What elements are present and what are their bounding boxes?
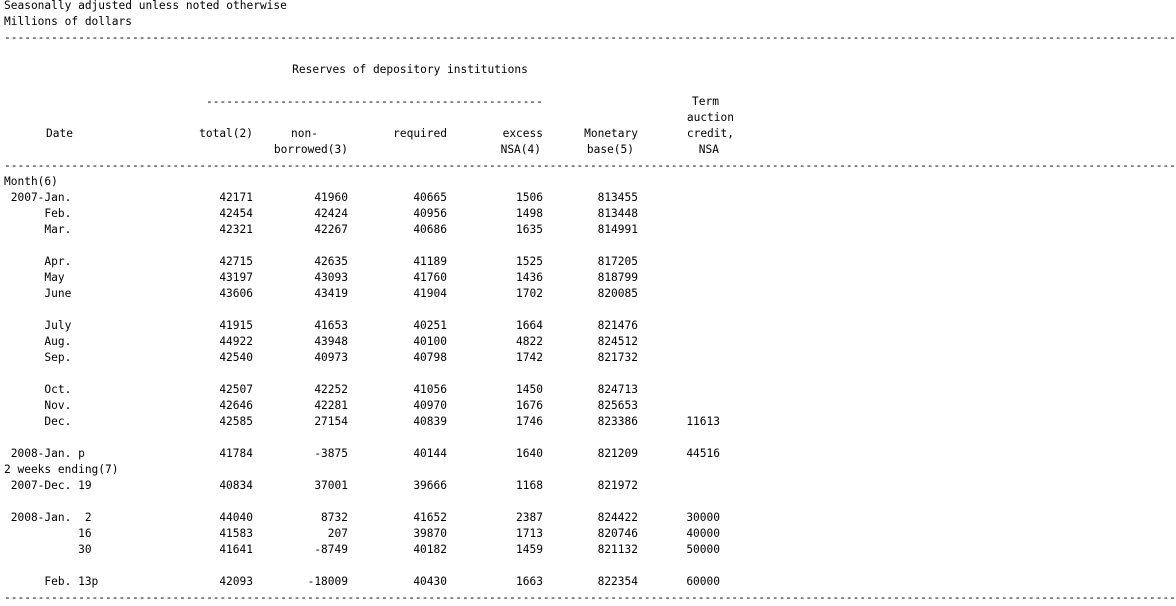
cell-date: 16 (4, 527, 92, 540)
col-excess-1: excess (502, 127, 543, 140)
cell-term (640, 398, 720, 414)
col-date: Date (46, 127, 73, 140)
cell-required: 41904 (413, 287, 447, 300)
cell-nonborrowed: -3875 (314, 447, 348, 460)
cell-date: Mar. (4, 223, 72, 236)
cell-base: 824512 (597, 335, 638, 348)
cell-total: 42585 (219, 415, 253, 428)
cell-base: 825653 (597, 399, 638, 412)
cell-nonborrowed: 42424 (314, 207, 348, 220)
cell-nonborrowed: 42635 (314, 255, 348, 268)
cell-term (640, 350, 720, 366)
cell-date: June (4, 287, 72, 300)
cell-term (640, 318, 720, 334)
cell-required: 39870 (413, 527, 447, 540)
cell-required: 40251 (413, 319, 447, 332)
cell-total: 42093 (219, 575, 253, 588)
cell-term (640, 254, 720, 270)
cell-nonborrowed: 207 (327, 527, 348, 540)
cell-excess: 1498 (516, 207, 543, 220)
cell-total: 42540 (219, 351, 253, 364)
cell-nonborrowed: -18009 (307, 575, 348, 588)
cell-excess: 1525 (516, 255, 543, 268)
cell-total: 43197 (219, 271, 253, 284)
cell-total: 42715 (219, 255, 253, 268)
cell-total: 44040 (219, 511, 253, 524)
cell-date: Nov. (4, 399, 72, 412)
cell-required: 40956 (413, 207, 447, 220)
section-month: Month(6) (4, 175, 58, 188)
cell-base: 821972 (597, 479, 638, 492)
cell-term: 50000 (686, 543, 720, 556)
cell-nonborrowed: 40973 (314, 351, 348, 364)
cell-nonborrowed: 43419 (314, 287, 348, 300)
col-nonborrowed-1: non- (291, 127, 318, 140)
cell-required: 40686 (413, 223, 447, 236)
col-excess-2: NSA(4) (500, 143, 541, 156)
cell-date: Apr. (4, 255, 72, 268)
cell-total: 42454 (219, 207, 253, 220)
cell-date: Sep. (4, 351, 72, 364)
cell-term (640, 270, 720, 286)
cell-excess: 2387 (516, 511, 543, 524)
cell-base: 821732 (597, 351, 638, 364)
cell-date: 2007-Dec. 19 (4, 479, 92, 492)
cell-nonborrowed: 8732 (321, 511, 348, 524)
header-rule: ------------------------------------------------------------------------------------------------------------------------------------------------------------------------------ (4, 159, 1176, 172)
cell-term (640, 478, 720, 494)
top-rule: ------------------------------------------------------------------------------------------------------------------------------------------------------------------------------ (4, 31, 1176, 44)
cell-date: 2008-Jan. p (4, 447, 85, 460)
group-title: Reserves of depository institutions (292, 63, 528, 76)
cell-excess: 4822 (516, 335, 543, 348)
cell-nonborrowed: 27154 (314, 415, 348, 428)
col-nonborrowed-2: borrowed(3) (273, 143, 348, 156)
cell-nonborrowed: 43948 (314, 335, 348, 348)
col-term-2: auction (686, 111, 734, 124)
cell-base: 817205 (597, 255, 638, 268)
cell-date: Feb. (4, 207, 72, 220)
cell-term: 60000 (686, 575, 720, 588)
cell-excess: 1506 (516, 191, 543, 204)
cell-required: 40144 (413, 447, 447, 460)
cell-required: 41760 (413, 271, 447, 284)
cell-excess: 1742 (516, 351, 543, 364)
section-two-weeks: 2 weeks ending(7) (4, 463, 119, 476)
cell-base: 813448 (597, 207, 638, 220)
cell-required: 40100 (413, 335, 447, 348)
cell-total: 42507 (219, 383, 253, 396)
report-subtitle: Seasonally adjusted unless noted otherwise (4, 0, 287, 12)
cell-nonborrowed: 37001 (314, 479, 348, 492)
cell-required: 40839 (413, 415, 447, 428)
cell-base: 821132 (597, 543, 638, 556)
cell-total: 41583 (219, 527, 253, 540)
cell-total: 41915 (219, 319, 253, 332)
col-required: required (393, 127, 447, 140)
cell-date: 2007-Jan. (4, 191, 72, 204)
cell-nonborrowed: 42252 (314, 383, 348, 396)
cell-required: 41652 (413, 511, 447, 524)
cell-required: 40970 (413, 399, 447, 412)
cell-excess: 1663 (516, 575, 543, 588)
cell-base: 821476 (597, 319, 638, 332)
cell-date: Feb. 13p (4, 575, 99, 588)
cell-required: 39666 (413, 479, 447, 492)
cell-date: 2008-Jan. 2 (4, 511, 92, 524)
cell-term (640, 382, 720, 398)
cell-term (640, 222, 720, 238)
col-term-4: NSA (698, 143, 719, 156)
report-units: Millions of dollars (4, 15, 132, 28)
cell-total: 40834 (219, 479, 253, 492)
cell-excess: 1713 (516, 527, 543, 540)
cell-date: July (4, 319, 72, 332)
cell-base: 814991 (597, 223, 638, 236)
cell-total: 43606 (219, 287, 253, 300)
cell-term (640, 286, 720, 302)
cell-total: 42646 (219, 399, 253, 412)
cell-nonborrowed: 41653 (314, 319, 348, 332)
group-rule: -------------------------------------------------- (206, 95, 543, 108)
col-term-1: Term (692, 95, 719, 108)
col-term-3: credit, (686, 127, 734, 140)
cell-nonborrowed: -8749 (314, 543, 348, 556)
cell-term: 40000 (686, 527, 720, 540)
cell-required: 40182 (413, 543, 447, 556)
cell-date: Oct. (4, 383, 72, 396)
cell-excess: 1436 (516, 271, 543, 284)
cell-required: 40430 (413, 575, 447, 588)
cell-excess: 1450 (516, 383, 543, 396)
cell-term: 30000 (686, 511, 720, 524)
cell-excess: 1746 (516, 415, 543, 428)
cell-excess: 1664 (516, 319, 543, 332)
cell-nonborrowed: 41960 (314, 191, 348, 204)
cell-required: 40798 (413, 351, 447, 364)
cell-total: 42171 (219, 191, 253, 204)
cell-term (640, 334, 720, 350)
cell-nonborrowed: 42267 (314, 223, 348, 236)
cell-base: 820746 (597, 527, 638, 540)
cell-total: 41641 (219, 543, 253, 556)
cell-base: 824422 (597, 511, 638, 524)
cell-date: May (4, 271, 65, 284)
bottom-rule: ------------------------------------------------------------------------------------------------------------------------------------------------------------------------------ (4, 591, 1176, 604)
cell-required: 41189 (413, 255, 447, 268)
cell-excess: 1168 (516, 479, 543, 492)
cell-nonborrowed: 42281 (314, 399, 348, 412)
cell-required: 41056 (413, 383, 447, 396)
cell-excess: 1635 (516, 223, 543, 236)
col-monetary-2: base(5) (586, 143, 634, 156)
cell-excess: 1676 (516, 399, 543, 412)
cell-date: Dec. (4, 415, 72, 428)
cell-required: 40665 (413, 191, 447, 204)
cell-excess: 1702 (516, 287, 543, 300)
cell-term: 11613 (686, 415, 720, 428)
cell-base: 821209 (597, 447, 638, 460)
cell-date: Aug. (4, 335, 72, 348)
cell-excess: 1459 (516, 543, 543, 556)
cell-term (640, 206, 720, 222)
cell-total: 42321 (219, 223, 253, 236)
cell-base: 813455 (597, 191, 638, 204)
cell-excess: 1640 (516, 447, 543, 460)
cell-base: 823386 (597, 415, 638, 428)
cell-nonborrowed: 43093 (314, 271, 348, 284)
cell-term: 44516 (686, 447, 720, 460)
cell-term (640, 190, 720, 206)
cell-base: 820085 (597, 287, 638, 300)
cell-total: 44922 (219, 335, 253, 348)
cell-total: 41784 (219, 447, 253, 460)
cell-base: 824713 (597, 383, 638, 396)
cell-date: 30 (4, 543, 92, 556)
col-monetary-1: Monetary (584, 127, 638, 140)
cell-base: 822354 (597, 575, 638, 588)
col-total: total(2) (199, 127, 253, 140)
cell-base: 818799 (597, 271, 638, 284)
